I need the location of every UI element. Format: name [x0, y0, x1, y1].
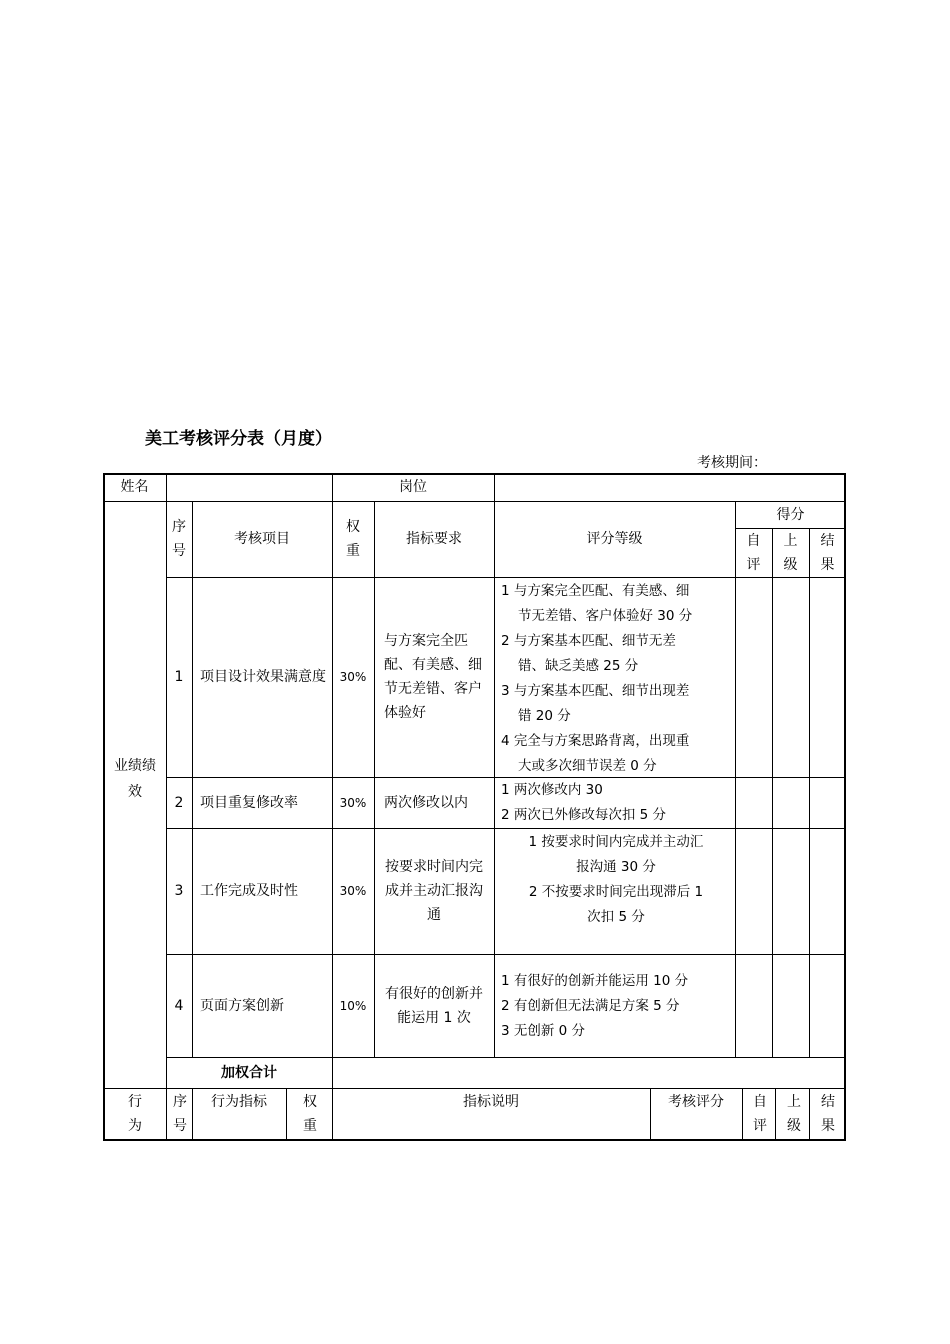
grade-line: 3 与方案基本匹配、细节出现差 — [501, 683, 690, 699]
col-result: 结果 — [820, 532, 835, 573]
behavior-col-description: 指标说明 — [463, 1094, 519, 1110]
table-rule — [735, 501, 736, 1057]
table-rule — [494, 501, 495, 1057]
grade-line: 2 不按要求时间完出现滞后 1 — [528, 884, 704, 900]
row-2-seq: 2 — [174, 794, 184, 811]
table-rule — [374, 501, 375, 1057]
col-requirement: 指标要求 — [406, 531, 462, 547]
row-4-item: 页面方案创新 — [200, 997, 284, 1014]
grade-line: 2 与方案基本匹配、细节无差 — [501, 633, 676, 649]
table-rule — [286, 1088, 287, 1141]
grade-item — [501, 994, 733, 1019]
grade-item — [501, 778, 733, 803]
table-rule — [735, 528, 846, 529]
page-title: 美工考核评分表（月度） — [145, 429, 332, 449]
behavior-col-result: 结果 — [821, 1094, 835, 1134]
col-superior: 上级 — [783, 532, 798, 573]
table-rule — [103, 473, 846, 475]
row-1-item: 项目设计效果满意度 — [200, 669, 326, 685]
name-label: 姓名 — [120, 479, 149, 495]
assessment-period-label: 考核期间： — [697, 455, 767, 471]
table-rule — [166, 777, 846, 778]
grade-item — [501, 579, 733, 629]
table-rule — [809, 528, 810, 1057]
table-rule — [650, 1088, 651, 1141]
row-4-requirement: 有很好的创新并能运用 1 次 — [385, 985, 483, 1026]
table-rule — [103, 473, 105, 1141]
row-4-weight: 10% — [339, 998, 367, 1013]
row-3-requirement: 按要求时间内完成并主动汇报沟通 — [385, 859, 483, 923]
row-3-item: 工作完成及时性 — [200, 883, 298, 899]
grade-item — [501, 1019, 733, 1044]
section-performance: 业绩绩效 — [114, 758, 156, 800]
behavior-col-self: 自评 — [753, 1094, 767, 1134]
col-score: 得分 — [776, 506, 805, 523]
grade-line: 1 两次修改内 30 — [501, 782, 603, 798]
col-seq: 序号 — [172, 519, 186, 559]
grade-item — [501, 679, 733, 729]
col-self: 自评 — [746, 532, 761, 573]
table-rule — [775, 1088, 776, 1141]
row-1-grades — [501, 579, 733, 779]
table-rule — [772, 528, 773, 1057]
row-4-seq: 4 — [174, 997, 184, 1014]
grade-item — [497, 880, 735, 930]
table-rule — [332, 473, 333, 501]
weighted-total-value[interactable] — [332, 1057, 846, 1088]
grade-line: 2 两次已外修改每次扣 5 分 — [501, 807, 667, 823]
row-4-grades — [501, 969, 733, 1044]
row-3-grades — [497, 830, 735, 930]
table-rule — [166, 577, 846, 578]
behavior-col-weight: 权重 — [303, 1094, 317, 1134]
grade-line: 2 有创新但无法满足方案 5 分 — [501, 998, 680, 1014]
grade-line: 1 与方案完全匹配、有美感、细 — [501, 583, 690, 599]
position-value[interactable] — [494, 473, 846, 501]
table-rule — [166, 1057, 846, 1058]
table-rule — [166, 828, 846, 829]
row-3-weight: 30% — [339, 884, 367, 898]
grade-item — [501, 803, 733, 828]
grade-line: 错 20 分 — [518, 708, 571, 724]
table-rule — [192, 1088, 193, 1141]
behavior-col-superior: 上级 — [787, 1094, 801, 1134]
grade-line: 报沟通 30 分 — [576, 859, 656, 875]
row-1-seq: 1 — [174, 669, 184, 685]
table-rule — [166, 954, 846, 955]
grade-line: 大或多次细节误差 0 分 — [518, 758, 657, 774]
position-label: 岗位 — [399, 479, 427, 495]
grade-line: 1 有很好的创新并能运用 10 分 — [501, 973, 689, 989]
weighted-total-label: 加权合计 — [221, 1064, 277, 1081]
table-rule — [192, 501, 193, 1057]
row-3-seq: 3 — [174, 883, 184, 899]
behavior-col-indicator: 行为指标 — [211, 1094, 267, 1110]
grade-line: 3 无创新 0 分 — [501, 1023, 586, 1039]
table-rule — [166, 473, 167, 1141]
grade-line: 节无差错、客户体验好 30 分 — [518, 608, 693, 624]
table-rule — [742, 1088, 743, 1141]
grade-item — [501, 729, 733, 779]
behavior-col-evaluation: 考核评分 — [668, 1094, 724, 1110]
grade-item — [501, 969, 733, 994]
row-2-grades — [501, 778, 733, 828]
grade-line: 4 完全与方案思路背离，出现重 — [501, 733, 690, 749]
col-weight: 权重 — [346, 519, 360, 559]
table-rule — [844, 473, 846, 1141]
grade-line: 次扣 5 分 — [587, 909, 645, 925]
grade-line: 1 按要求时间内完成并主动汇 — [528, 834, 704, 850]
table-rule — [103, 1139, 846, 1141]
table-rule — [494, 473, 495, 501]
table-rule — [332, 501, 333, 1141]
col-grading: 评分等级 — [586, 531, 643, 547]
table-rule — [809, 1088, 810, 1141]
col-item: 考核项目 — [234, 531, 290, 547]
grade-item — [497, 830, 735, 880]
grade-item — [501, 629, 733, 679]
assessment-table — [103, 473, 846, 1141]
row-2-requirement: 两次修改以内 — [384, 794, 468, 811]
row-2-item: 项目重复修改率 — [200, 794, 298, 811]
section-behavior: 行为 — [128, 1094, 142, 1134]
row-2-weight: 30% — [339, 795, 367, 810]
behavior-col-seq: 序号 — [173, 1094, 187, 1134]
table-rule — [103, 1088, 846, 1089]
name-value[interactable] — [166, 473, 332, 501]
row-1-requirement: 与方案完全匹配、有美感、细节无差错、客户体验好 — [384, 633, 482, 721]
grade-line: 错、缺乏美感 25 分 — [518, 658, 639, 674]
row-1-weight: 30% — [339, 670, 367, 684]
